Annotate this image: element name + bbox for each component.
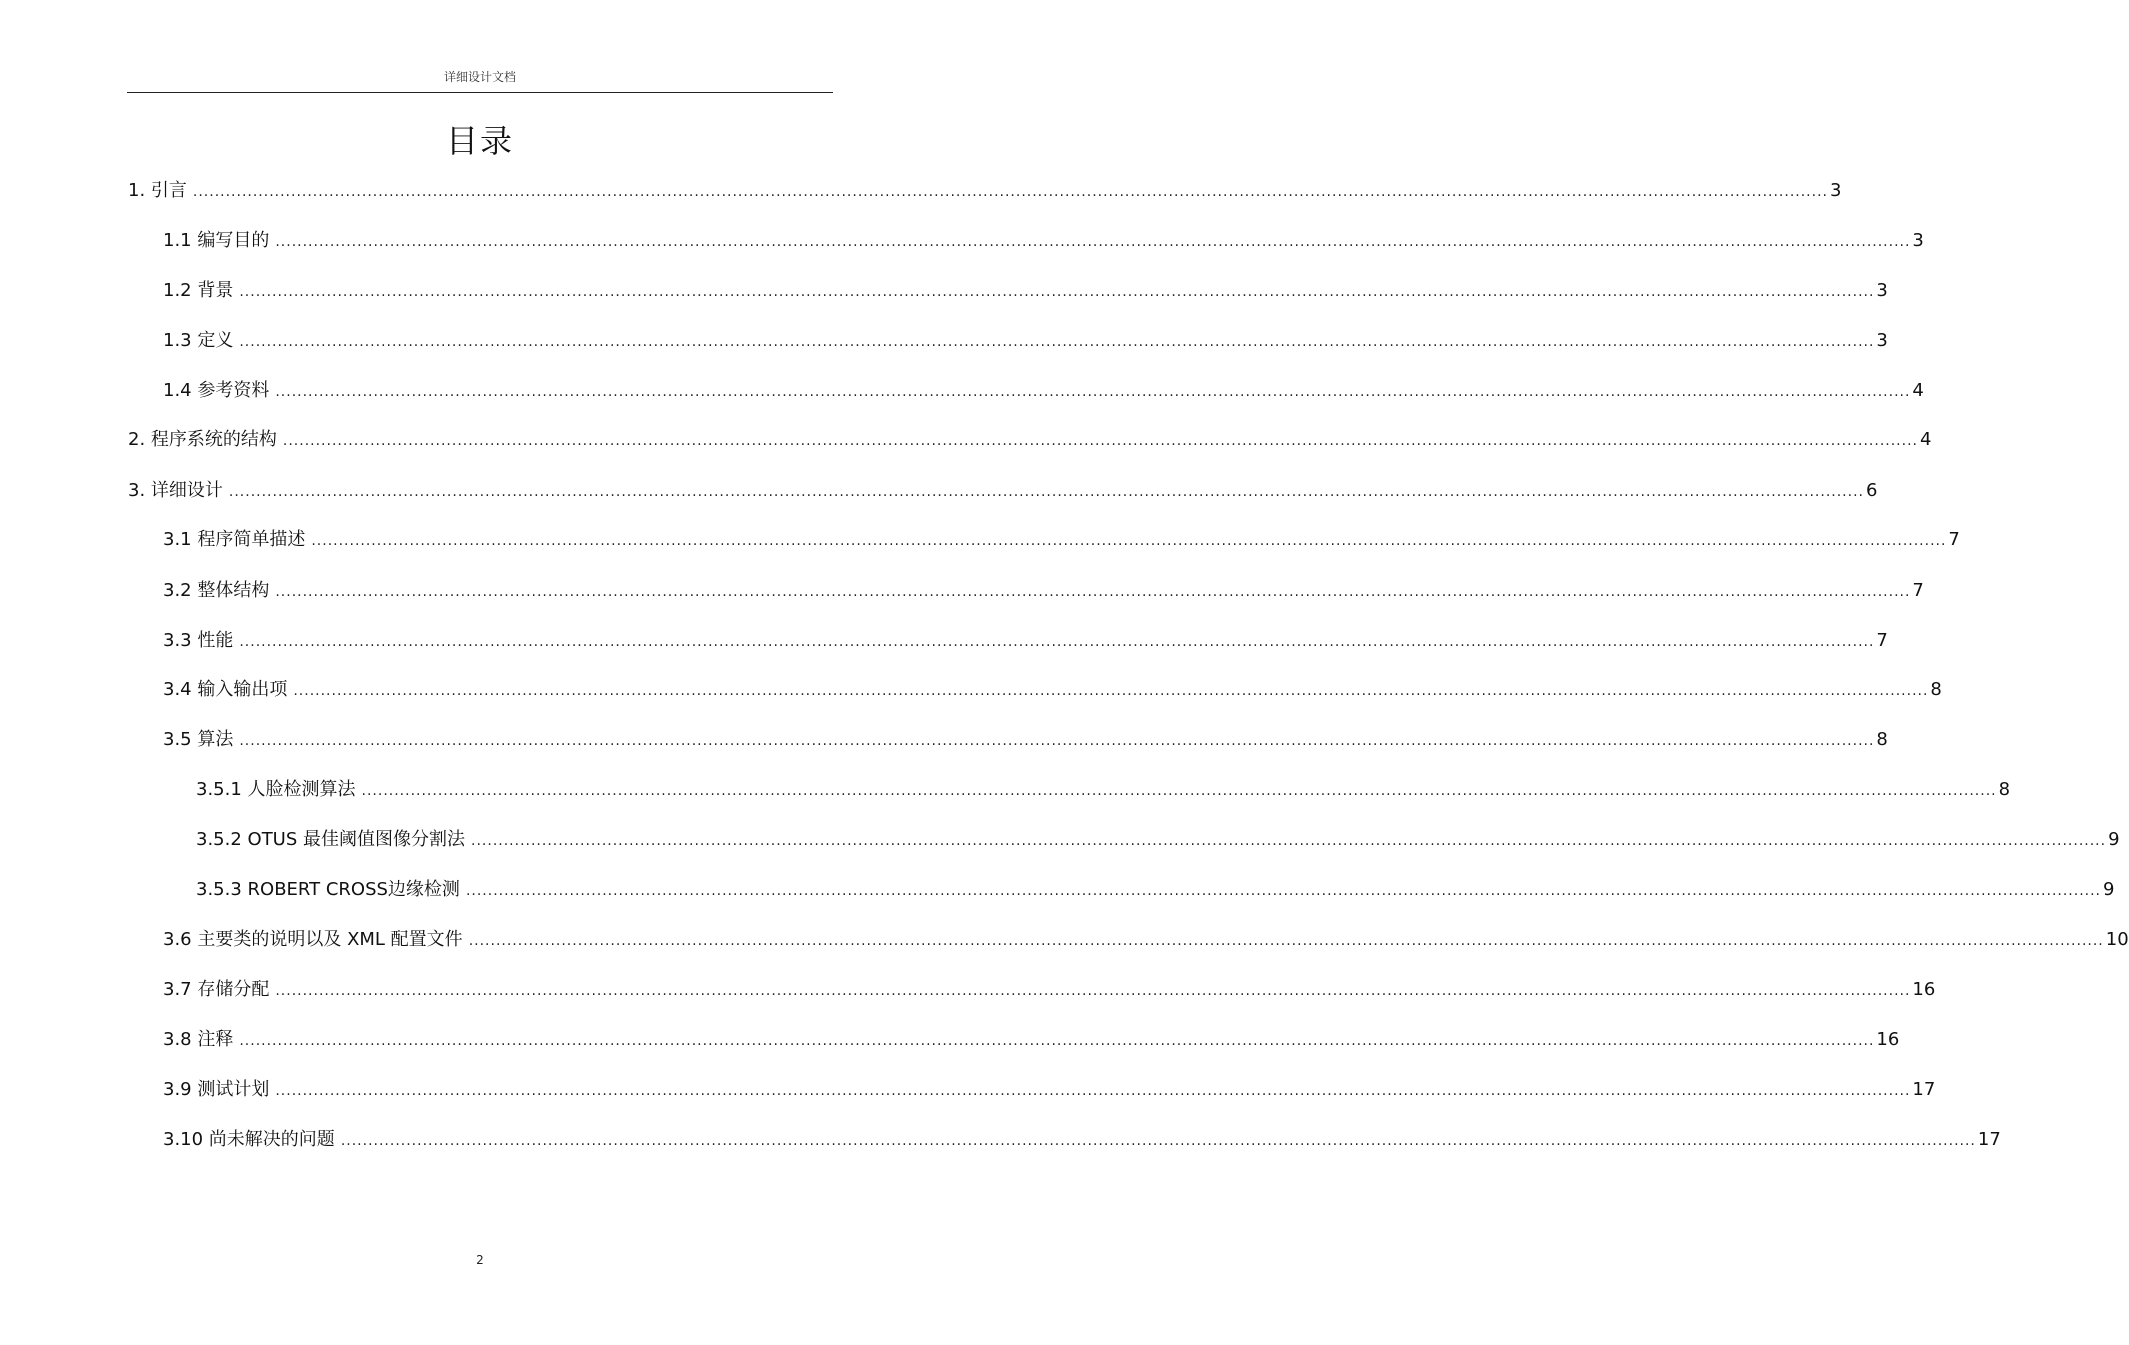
toc-entry-page: 9 xyxy=(2108,829,2120,850)
toc-entry-page: 16 xyxy=(1876,1029,1900,1050)
toc-entry-3-5-1[interactable] xyxy=(196,775,2011,801)
toc-leader-dots: ............................................................................................................................................................................................................................................................................................................ xyxy=(471,833,2107,849)
toc-entry-label: 3.3 性能 xyxy=(163,630,234,651)
toc-leader-dots: ............................................................................................................................................................................................................................................................................................................ xyxy=(468,933,2104,949)
toc-entry-page: 8 xyxy=(1930,679,1942,700)
toc-entry-1-3[interactable] xyxy=(163,326,1888,352)
toc-entry-label: 3.10 尚未解决的问题 xyxy=(163,1129,335,1150)
toc-leader-dots: ............................................................................................................................................................................................................................................................................................................ xyxy=(228,484,1864,500)
toc-entry-label: 3.1 程序简单描述 xyxy=(163,529,306,550)
toc-entry-label: 3.5.3 ROBERT CROSS边缘检测 xyxy=(196,879,460,900)
toc-entry-page: 10 xyxy=(2105,929,2129,950)
toc-entry-page: 6 xyxy=(1865,480,1878,501)
toc-leader-dots: ............................................................................................................................................................................................................................................................................................................ xyxy=(275,584,1911,600)
toc-leader-dots: ............................................................................................................................................................................................................................................................................................................ xyxy=(465,883,2101,899)
toc-entry-page: 3 xyxy=(1876,280,1888,301)
toc-entry-label: 3.5 算法 xyxy=(163,729,234,750)
toc-entry-3-1[interactable] xyxy=(163,525,1960,551)
toc-entry-label: 3.9 测试计划 xyxy=(163,1079,270,1100)
toc-leader-dots: ............................................................................................................................................................................................................................................................................................................ xyxy=(239,334,1875,350)
toc-entry-3-8[interactable] xyxy=(163,1025,1900,1051)
toc-entry-label: 1.1 编写目的 xyxy=(163,230,270,251)
toc-leader-dots: ............................................................................................................................................................................................................................................................................................................ xyxy=(293,683,1929,699)
toc-entry-3-5-3[interactable] xyxy=(196,875,2115,901)
toc-entry-label: 3. 详细设计 xyxy=(128,480,223,501)
toc-entry-3-3[interactable] xyxy=(163,626,1888,652)
toc-entry-page: 7 xyxy=(1912,580,1924,601)
toc-entry-3-10[interactable] xyxy=(163,1125,2001,1151)
toc-entry-label: 3.7 存储分配 xyxy=(163,979,270,1000)
header-title: 详细设计文档 xyxy=(443,70,516,84)
toc-entry-page: 3 xyxy=(1876,330,1888,351)
toc-entry-label: 1.4 参考资料 xyxy=(163,380,270,401)
toc-entry-page: 16 xyxy=(1912,979,1936,1000)
toc-entry-page: 3 xyxy=(1829,180,1842,201)
toc-entry-label: 1.3 定义 xyxy=(163,330,234,351)
page-number: 2 xyxy=(476,1253,484,1267)
toc-entry-1-2[interactable] xyxy=(163,276,1888,302)
toc-entry-page: 3 xyxy=(1912,230,1924,251)
toc-entry-label: 3.6 主要类的说明以及 XML 配置文件 xyxy=(163,929,463,950)
toc-leader-dots: ............................................................................................................................................................................................................................................................................................................ xyxy=(239,733,1875,749)
toc-entry-page: 7 xyxy=(1876,630,1888,651)
toc-leader-dots: ............................................................................................................................................................................................................................................................................................................ xyxy=(340,1133,1976,1149)
toc-entry-page: 8 xyxy=(1998,779,2011,800)
toc-entry-2[interactable] xyxy=(128,425,1932,451)
toc-leader-dots: ............................................................................................................................................................................................................................................................................................................ xyxy=(275,384,1911,400)
toc-leader-dots: ............................................................................................................................................................................................................................................................................................................ xyxy=(239,284,1875,300)
toc-entry-page: 4 xyxy=(1912,380,1924,401)
toc-entry-1-4[interactable] xyxy=(163,376,1924,402)
toc-entry-page: 17 xyxy=(1912,1079,1936,1100)
toc-entry-label: 3.4 输入输出项 xyxy=(163,679,288,700)
toc-entry-label: 3.5.1 人脸检测算法 xyxy=(196,779,356,800)
toc-entry-3-5[interactable] xyxy=(163,725,1888,751)
toc-leader-dots: ............................................................................................................................................................................................................................................................................................................ xyxy=(282,433,1918,449)
toc-leader-dots: ............................................................................................................................................................................................................................................................................................................ xyxy=(311,533,1947,549)
toc-entry-page: 4 xyxy=(1919,429,1932,450)
toc-entry-page: 8 xyxy=(1876,729,1888,750)
toc-entry-1[interactable] xyxy=(128,176,1842,202)
toc-entry-3-4[interactable] xyxy=(163,675,1942,701)
toc-entry-3-6[interactable] xyxy=(163,925,2129,951)
toc-entry-page: 7 xyxy=(1948,529,1960,550)
toc-entry-label: 3.8 注释 xyxy=(163,1029,234,1050)
toc-leader-dots: ............................................................................................................................................................................................................................................................................................................ xyxy=(239,1033,1875,1049)
toc-entry-3[interactable] xyxy=(128,476,1878,502)
toc-leader-dots: ............................................................................................................................................................................................................................................................................................................ xyxy=(275,234,1911,250)
toc-entry-1-1[interactable] xyxy=(163,226,1924,252)
toc-entry-label: 1. 引言 xyxy=(128,180,187,201)
toc-leader-dots: ............................................................................................................................................................................................................................................................................................................ xyxy=(275,983,1911,999)
toc-leader-dots: ............................................................................................................................................................................................................................................................................................................ xyxy=(361,783,1997,799)
toc-leader-dots: ............................................................................................................................................................................................................................................................................................................ xyxy=(239,634,1875,650)
toc-entry-3-9[interactable] xyxy=(163,1075,1936,1101)
toc-entry-page: 9 xyxy=(2103,879,2115,900)
toc-entry-label: 3.5.2 OTUS 最佳阈值图像分割法 xyxy=(196,829,466,850)
toc-leader-dots: ............................................................................................................................................................................................................................................................................................................ xyxy=(192,184,1828,200)
toc-entry-label: 3.2 整体结构 xyxy=(163,580,270,601)
toc-leader-dots: ............................................................................................................................................................................................................................................................................................................ xyxy=(275,1083,1911,1099)
toc-entry-3-2[interactable] xyxy=(163,576,1924,602)
toc-entry-label: 1.2 背景 xyxy=(163,280,234,301)
toc-entry-3-5-2[interactable] xyxy=(196,825,2120,851)
toc-entry-label: 2. 程序系统的结构 xyxy=(128,429,277,450)
toc-entry-3-7[interactable] xyxy=(163,975,1936,1001)
toc-title: 目录 xyxy=(445,122,514,160)
toc-entry-page: 17 xyxy=(1977,1129,2001,1150)
